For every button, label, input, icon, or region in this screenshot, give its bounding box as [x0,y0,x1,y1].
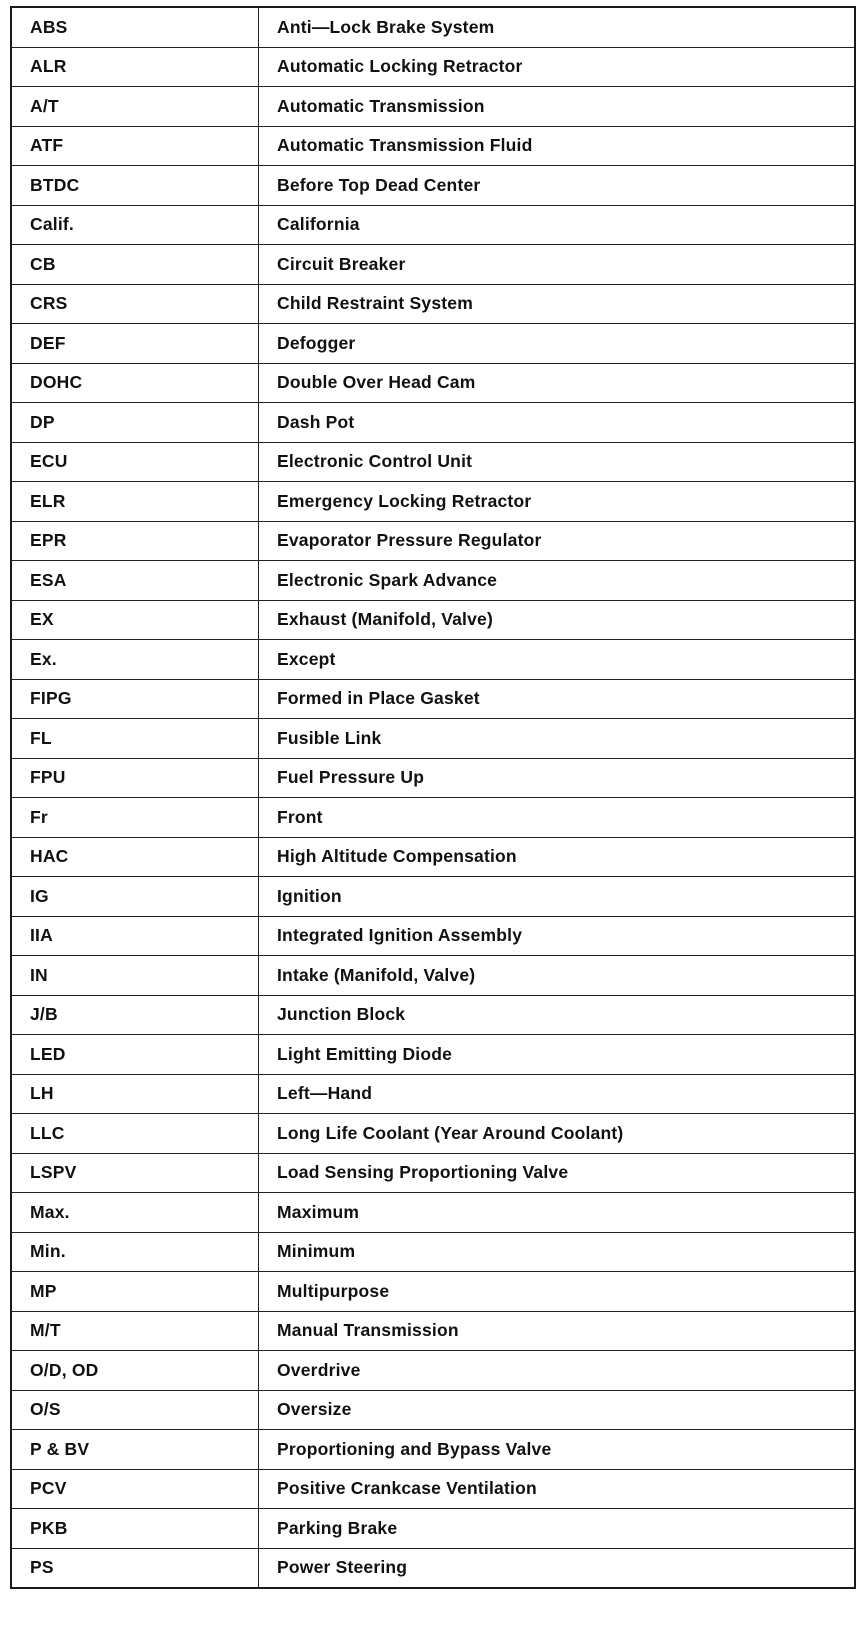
abbreviation-cell: ALR [11,47,259,87]
meaning-cell: Child Restraint System [259,284,856,324]
abbreviation-cell: HAC [11,837,259,877]
table-row [11,363,855,403]
abbreviation-cell: DEF [11,324,259,364]
meaning-cell: Manual Transmission [259,1311,856,1351]
meaning-cell: Fusible Link [259,719,856,759]
table-row [11,1272,855,1312]
abbreviation-cell: ELR [11,482,259,522]
meaning-cell: Double Over Head Cam [259,363,856,403]
table-row [11,1114,855,1154]
meaning-cell: Anti—Lock Brake System [259,7,856,47]
table-row [11,1153,855,1193]
abbreviation-cell: DOHC [11,363,259,403]
meaning-cell: Fuel Pressure Up [259,758,856,798]
abbreviation-cell: IN [11,956,259,996]
table-row [11,47,855,87]
abbreviation-cell: CRS [11,284,259,324]
abbreviation-table [10,6,856,1589]
table-row [11,679,855,719]
table-row [11,995,855,1035]
meaning-cell: Front [259,798,856,838]
abbreviation-cell: M/T [11,1311,259,1351]
meaning-cell: Electronic Control Unit [259,442,856,482]
meaning-cell: Positive Crankcase Ventilation [259,1469,856,1509]
table-row [11,284,855,324]
abbreviation-cell: EX [11,600,259,640]
meaning-cell: High Altitude Compensation [259,837,856,877]
abbreviation-cell: Min. [11,1232,259,1272]
abbreviation-cell: FPU [11,758,259,798]
meaning-cell: Automatic Locking Retractor [259,47,856,87]
table-row [11,798,855,838]
meaning-cell: Emergency Locking Retractor [259,482,856,522]
table-row [11,1035,855,1075]
table-row [11,87,855,127]
meaning-cell: Evaporator Pressure Regulator [259,521,856,561]
meaning-cell: Minimum [259,1232,856,1272]
abbreviation-cell: PS [11,1548,259,1588]
abbreviation-cell: LH [11,1074,259,1114]
table-row [11,205,855,245]
meaning-cell: Parking Brake [259,1509,856,1549]
table-row [11,916,855,956]
meaning-cell: Junction Block [259,995,856,1035]
meaning-cell: Load Sensing Proportioning Valve [259,1153,856,1193]
abbreviation-cell: FL [11,719,259,759]
meaning-cell: Formed in Place Gasket [259,679,856,719]
abbreviation-cell: ATF [11,126,259,166]
abbreviation-cell: LSPV [11,1153,259,1193]
table-row [11,324,855,364]
meaning-cell: Multipurpose [259,1272,856,1312]
meaning-cell: Circuit Breaker [259,245,856,285]
meaning-cell: Before Top Dead Center [259,166,856,206]
table-row [11,640,855,680]
abbreviation-cell: J/B [11,995,259,1035]
abbreviation-cell: ESA [11,561,259,601]
abbreviation-cell: O/D, OD [11,1351,259,1391]
table-row [11,1232,855,1272]
abbreviation-cell: A/T [11,87,259,127]
table-row [11,1193,855,1233]
meaning-cell: Electronic Spark Advance [259,561,856,601]
abbreviation-cell: MP [11,1272,259,1312]
table-row [11,1430,855,1470]
table-row [11,758,855,798]
table-row [11,1311,855,1351]
meaning-cell: Defogger [259,324,856,364]
meaning-cell: Except [259,640,856,680]
table-row [11,600,855,640]
meaning-cell: Proportioning and Bypass Valve [259,1430,856,1470]
meaning-cell: Power Steering [277,1557,408,1578]
meaning-cell: Automatic Transmission Fluid [259,126,856,166]
table-row [11,482,855,522]
abbreviation-cell: FIPG [11,679,259,719]
table-row [11,126,855,166]
table-row [11,1509,855,1549]
abbreviation-cell: CB [11,245,259,285]
abbreviation-cell: LLC [11,1114,259,1154]
meaning-cell: Maximum [259,1193,856,1233]
table-row [11,7,855,47]
abbreviation-cell: Ex. [11,640,259,680]
meaning-cell: Light Emitting Diode [259,1035,856,1075]
meaning-cell: California [259,205,856,245]
abbreviation-cell: Fr [11,798,259,838]
table-row [11,403,855,443]
abbreviation-table-body [11,7,855,1588]
abbreviation-cell: PKB [11,1509,259,1549]
table-row [11,521,855,561]
table-row [11,1548,855,1588]
meaning-cell: Exhaust (Manifold, Valve) [259,600,856,640]
meaning-cell: Dash Pot [259,403,856,443]
table-row [11,1351,855,1391]
meaning-cell: Oversize [259,1390,856,1430]
table-row [11,1074,855,1114]
table-row [11,956,855,996]
abbreviation-cell: BTDC [11,166,259,206]
table-row [11,245,855,285]
table-row [11,442,855,482]
abbreviation-cell: EPR [11,521,259,561]
meaning-cell: Intake (Manifold, Valve) [259,956,856,996]
meaning-cell: Overdrive [259,1351,856,1391]
table-row [11,166,855,206]
abbreviation-cell: PCV [11,1469,259,1509]
table-row [11,1390,855,1430]
table-row [11,561,855,601]
meaning-cell: Left—Hand [259,1074,856,1114]
abbreviation-cell: IG [11,877,259,917]
table-row [11,719,855,759]
abbreviation-cell: DP [11,403,259,443]
abbreviation-cell: O/S [11,1390,259,1430]
meaning-cell: Long Life Coolant (Year Around Coolant) [259,1114,856,1154]
abbreviation-cell: IIA [11,916,259,956]
table-row [11,837,855,877]
table-row [11,1469,855,1509]
abbreviation-cell: ECU [11,442,259,482]
table-row [11,877,855,917]
abbreviation-cell: Max. [11,1193,259,1233]
abbreviation-cell: ABS [11,7,259,47]
meaning-cell: Automatic Transmission [259,87,856,127]
meaning-cell: Ignition [259,877,856,917]
meaning-cell: Integrated Ignition Assembly [259,916,856,956]
abbreviation-cell: LED [11,1035,259,1075]
abbreviation-cell: Calif. [11,205,259,245]
abbreviation-cell: P & BV [11,1430,259,1470]
